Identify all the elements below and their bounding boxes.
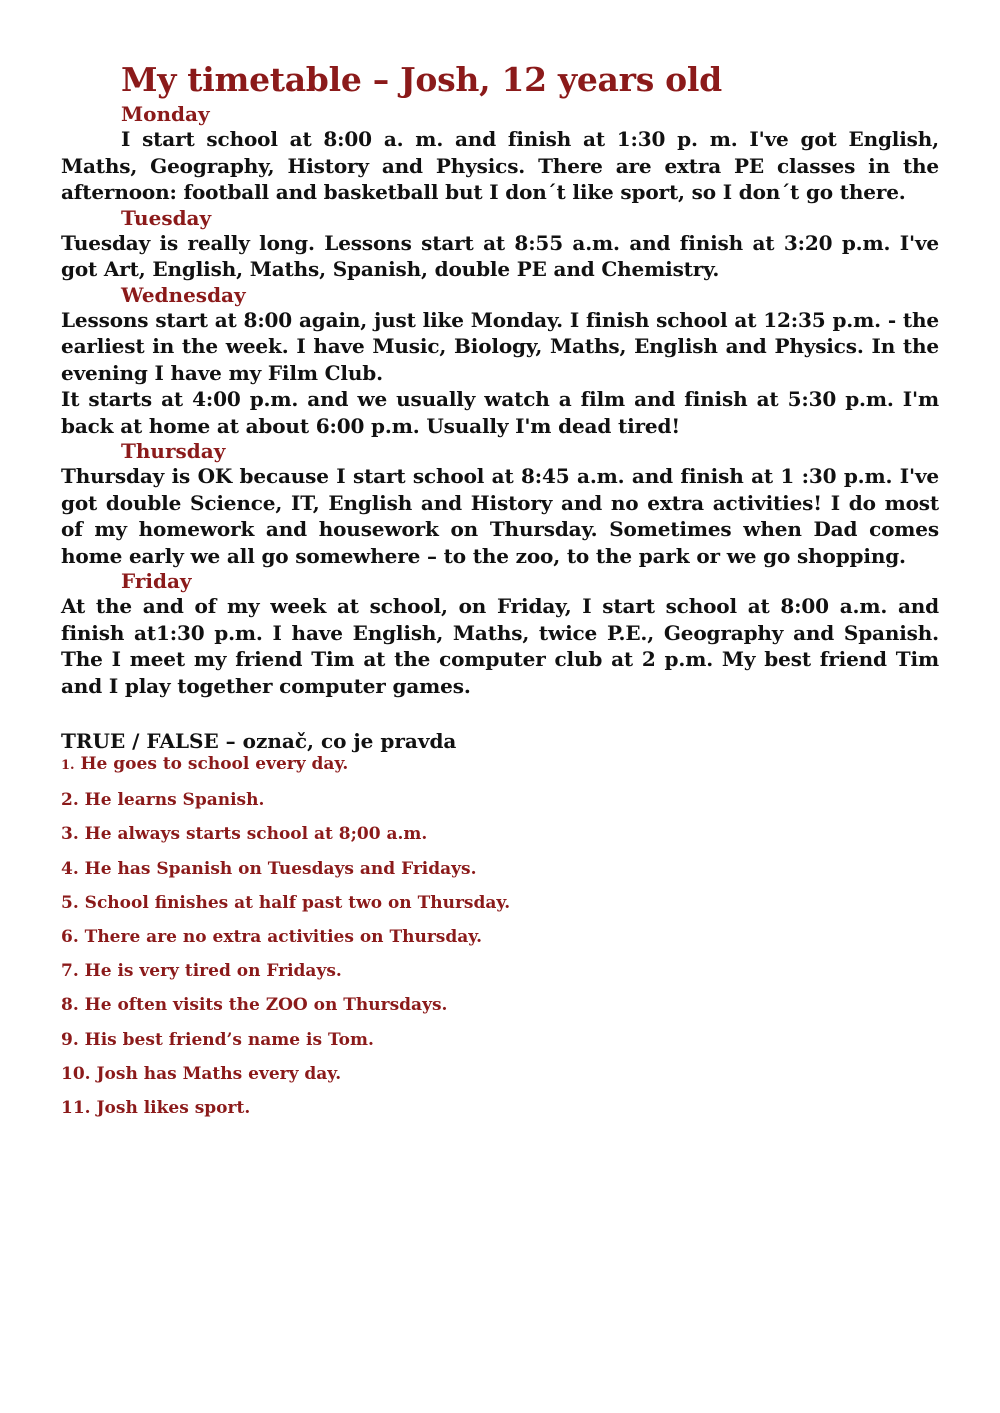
quiz-item: 10. Josh has Maths every day.: [61, 1063, 342, 1084]
quiz-item: 2. He learns Spanish.: [61, 790, 265, 811]
quiz-item: 5. School finishes at half past two on Thursday.: [61, 892, 511, 913]
quiz-item: 4. He has Spanish on Tuesdays and Fridays.: [61, 858, 477, 879]
quiz-item: 7. He is very tired on Fridays.: [61, 961, 342, 982]
quiz-item: 3. He always starts school at 8;00 a.m.: [61, 824, 428, 845]
day-heading-tuesday: Tuesday: [121, 205, 212, 230]
tuesday-paragraph: Tuesday is really long. Lessons start at 8:55 a.m. and finish at 3:20 p.m. I've got Art, English, Maths, Spanish, double PE and Chemistry.: [61, 230, 939, 281]
quiz-item: 6. There are no extra activities on Thursday.: [61, 926, 483, 947]
thursday-paragraph: Thursday is OK because I start school at 8:45 a.m. and finish at 1 :30 p.m. I've got double Science, IT, English and History and no extra activities! I do most of my homework and housework on Thursday. Sometimes when Dad comes home early we all go somewhere – to the zoo, to the park or we go shopping.: [61, 464, 939, 568]
worksheet-page: [61, 58, 939, 1132]
quiz-heading: TRUE / FALSE – označ, co je pravda: [61, 729, 457, 753]
quiz-list: [61, 754, 939, 1118]
wednesday-paragraph-2: It starts at 4:00 p.m. and we usually watch a film and finish at 5:30 p.m. I'm back at home at about 6:00 p.m. Usually I'm dead tired!: [61, 387, 939, 438]
day-heading-friday: Friday: [121, 569, 192, 593]
quiz-item: [61, 754, 939, 776]
wednesday-paragraph: Lessons start at 8:00 again, just like Monday. I finish school at 12:35 p.m. - the earliest in the week. I have Music, Biology, Maths, English and Physics. In the evening I have my Film Club.: [61, 307, 939, 385]
quiz-item: 11. Josh likes sport.: [61, 1097, 251, 1118]
monday-paragraph: I start school at 8:00 a. m. and finish at 1:30 p. m. I've got English, Maths, Geography, History and Physics. There are extra PE classes in the afternoon: football and basketball but I don´t like sport, so I don´t go there.: [61, 127, 939, 204]
day-heading-thursday: Thursday: [121, 439, 226, 463]
quiz-item: 9. His best friend’s name is Tom.: [61, 1029, 374, 1050]
quiz-item-text: He goes to school every day.: [80, 754, 349, 774]
friday-paragraph: At the and of my week at school, on Friday, I start school at 8:00 a.m. and finish at1:30 p.m. I have English, Maths, twice P.E., Geography and Spanish. The I meet my friend Tim at the computer club at 2 p.m. My best friend Tim and I play together computer games.: [61, 594, 939, 698]
day-heading-wednesday: Wednesday: [121, 282, 246, 307]
day-heading-monday: Monday: [121, 102, 210, 126]
page-title: My timetable – Josh, 12 years old: [121, 60, 722, 99]
quiz-item-number: 1.: [61, 758, 75, 773]
quiz-item: 8. He often visits the ZOO on Thursdays.: [61, 995, 448, 1016]
